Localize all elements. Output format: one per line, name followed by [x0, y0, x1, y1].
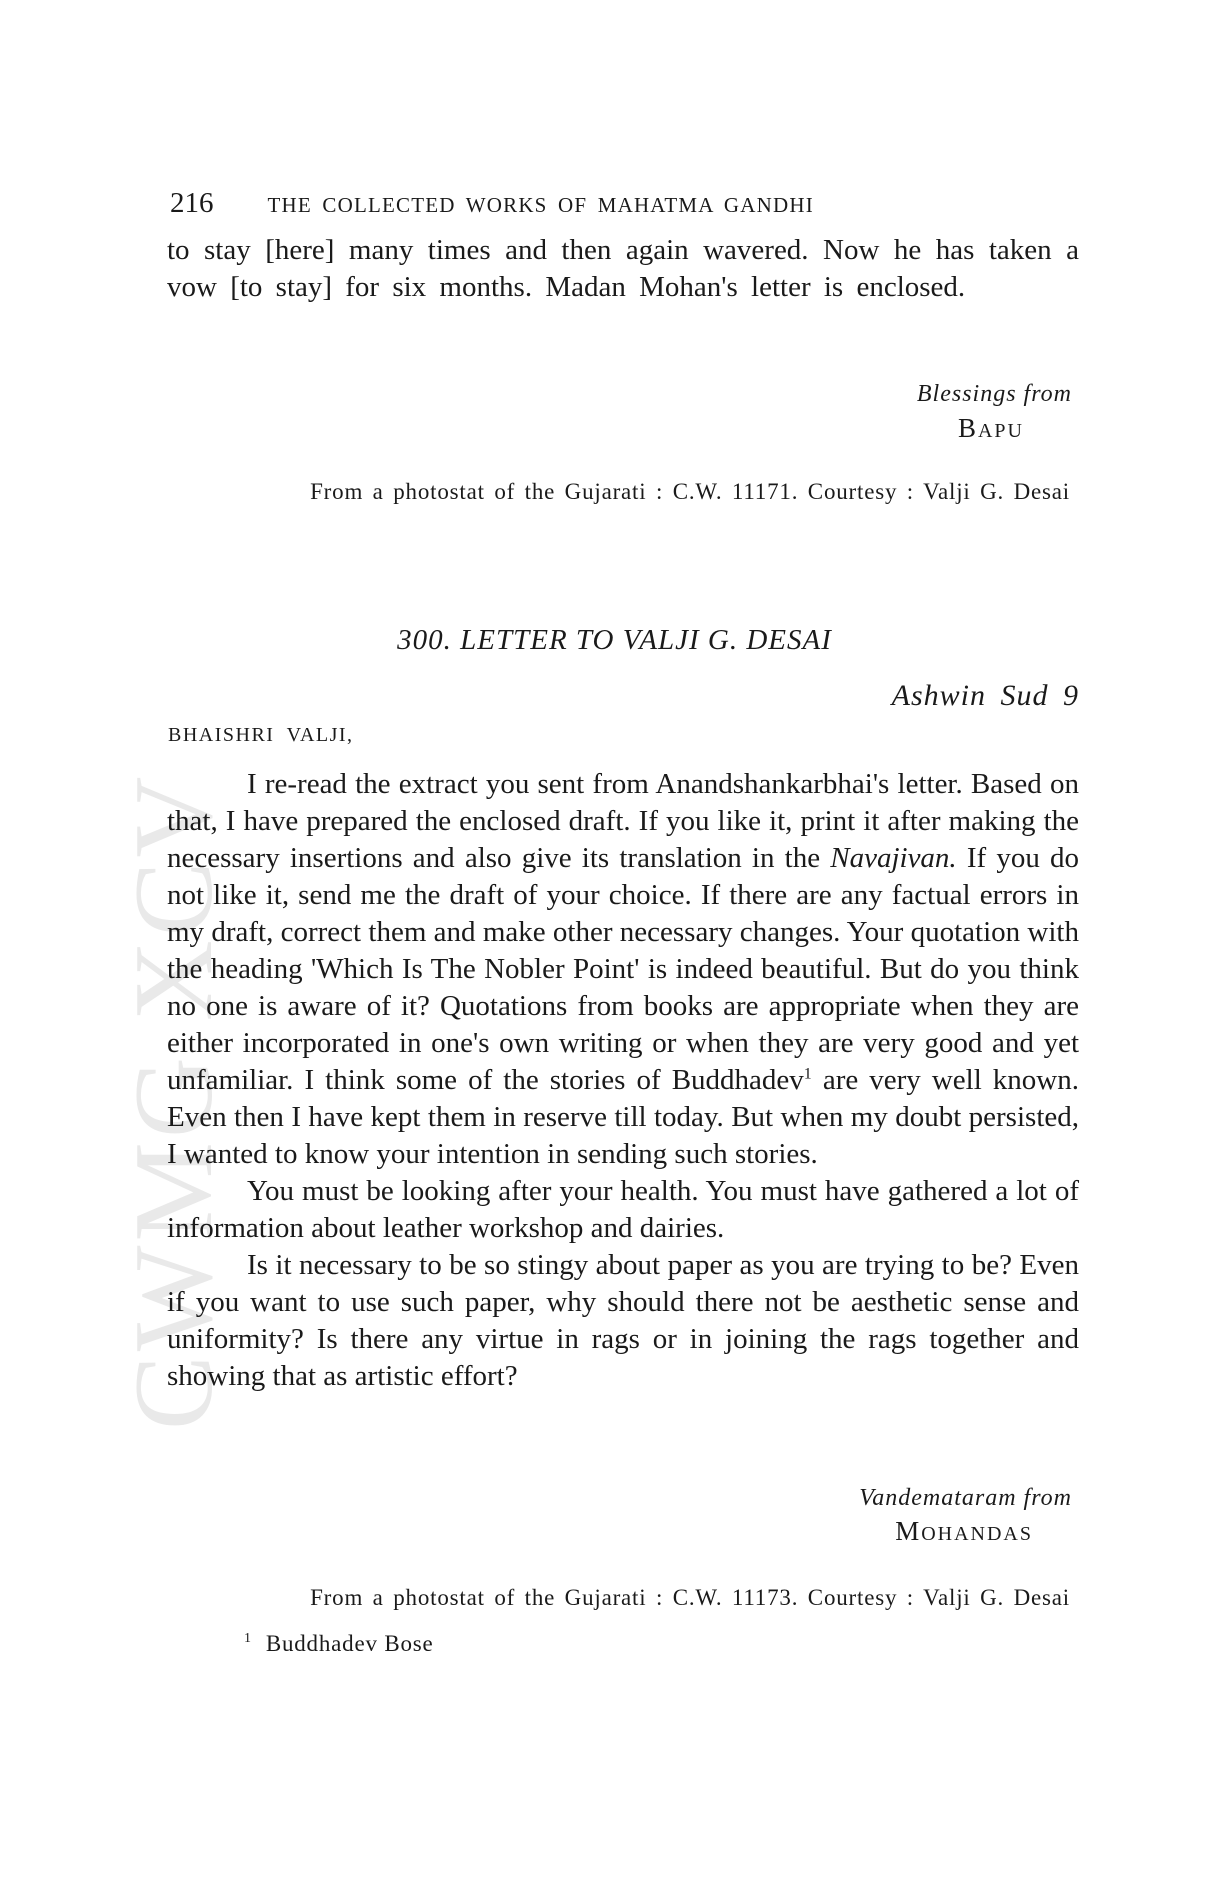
letter-paragraph-3: Is it necessary to be so stingy about paper as you are trying to be? Even if you want to use such paper, why should there not be aesthetic sense and uniformity? Is there any virtue in rags or in joining the rags together and showing that as artistic effort?	[167, 1249, 1079, 1392]
navajivan-title: Navajivan.	[830, 842, 957, 874]
footnote-text: Buddhadev Bose	[265, 1631, 434, 1656]
letter-salutation: BHAISHRI VALJI,	[168, 724, 354, 746]
letter-paragraph-2: You must be looking after your health. You must have gathered a lot of information about leather workshop and dairies.	[167, 1175, 1079, 1244]
signature-initial: M	[895, 1516, 922, 1546]
para1-text-b: If you do not like it, send me the draft of your choice. If there are any factual errors in my draft, correct them and make other necessary changes. Your quotation with the heading 'Which Is The Nobler Point' is indeed beautiful. But do you think no one is aware of it? Quotations from books are appropriate when they are either incorporated in one's own writing or when they are very good and yet unfamiliar. I think some of the stories of Buddhadev	[167, 842, 1079, 1096]
letter-body	[167, 766, 1079, 1395]
footnote-number: 1	[244, 1631, 252, 1647]
letter-closing: Vandemataram from	[859, 1485, 1072, 1511]
previous-letter-continuation: to stay [here] many times and then again wavered. Now he has taken a vow [to stay] for six months. Madan Mohan's letter is enclosed.	[167, 234, 1079, 303]
letter-heading: 300. LETTER TO VALJI G. DESAI	[397, 624, 832, 656]
signature-rest: OHANDAS	[921, 1523, 1033, 1545]
para1-text-c: are very well known. Even then I have kept them in reserve till today. But when my doubt persisted, I wanted to know your intention in sending such stories.	[167, 1064, 1079, 1170]
page-number: 216	[170, 187, 214, 219]
para1-text-a: I re-read the extract you sent from Anandshankarbhai's letter. Based on that, I have prepared the enclosed draft. If you like it, print it after making the necessary insertions and also give its translation in the	[167, 768, 1079, 874]
signature-initial: B	[957, 413, 978, 443]
letter-paragraph-1	[167, 766, 1079, 1173]
footnote	[244, 1631, 434, 1657]
previous-letter-source: From a photostat of the Gujarati : C.W. 11171. Courtesy : Valji G. Desai	[310, 479, 1070, 504]
letter-date: Ashwin Sud 9	[891, 679, 1079, 712]
previous-letter-closing: Blessings from	[916, 381, 1072, 407]
letter-signature	[895, 1516, 1033, 1547]
letter-source: From a photostat of the Gujarati : C.W. 11173. Courtesy : Valji G. Desai	[310, 1585, 1070, 1610]
footnote-marker: 1	[803, 1065, 812, 1083]
previous-letter-signature	[958, 413, 1024, 444]
running-head	[170, 187, 1080, 227]
watermark: CWMG XCV	[112, 772, 236, 1430]
signature-rest: APU	[977, 420, 1024, 442]
book-title: THE COLLECTED WORKS OF MAHATMA GANDHI	[267, 193, 814, 217]
